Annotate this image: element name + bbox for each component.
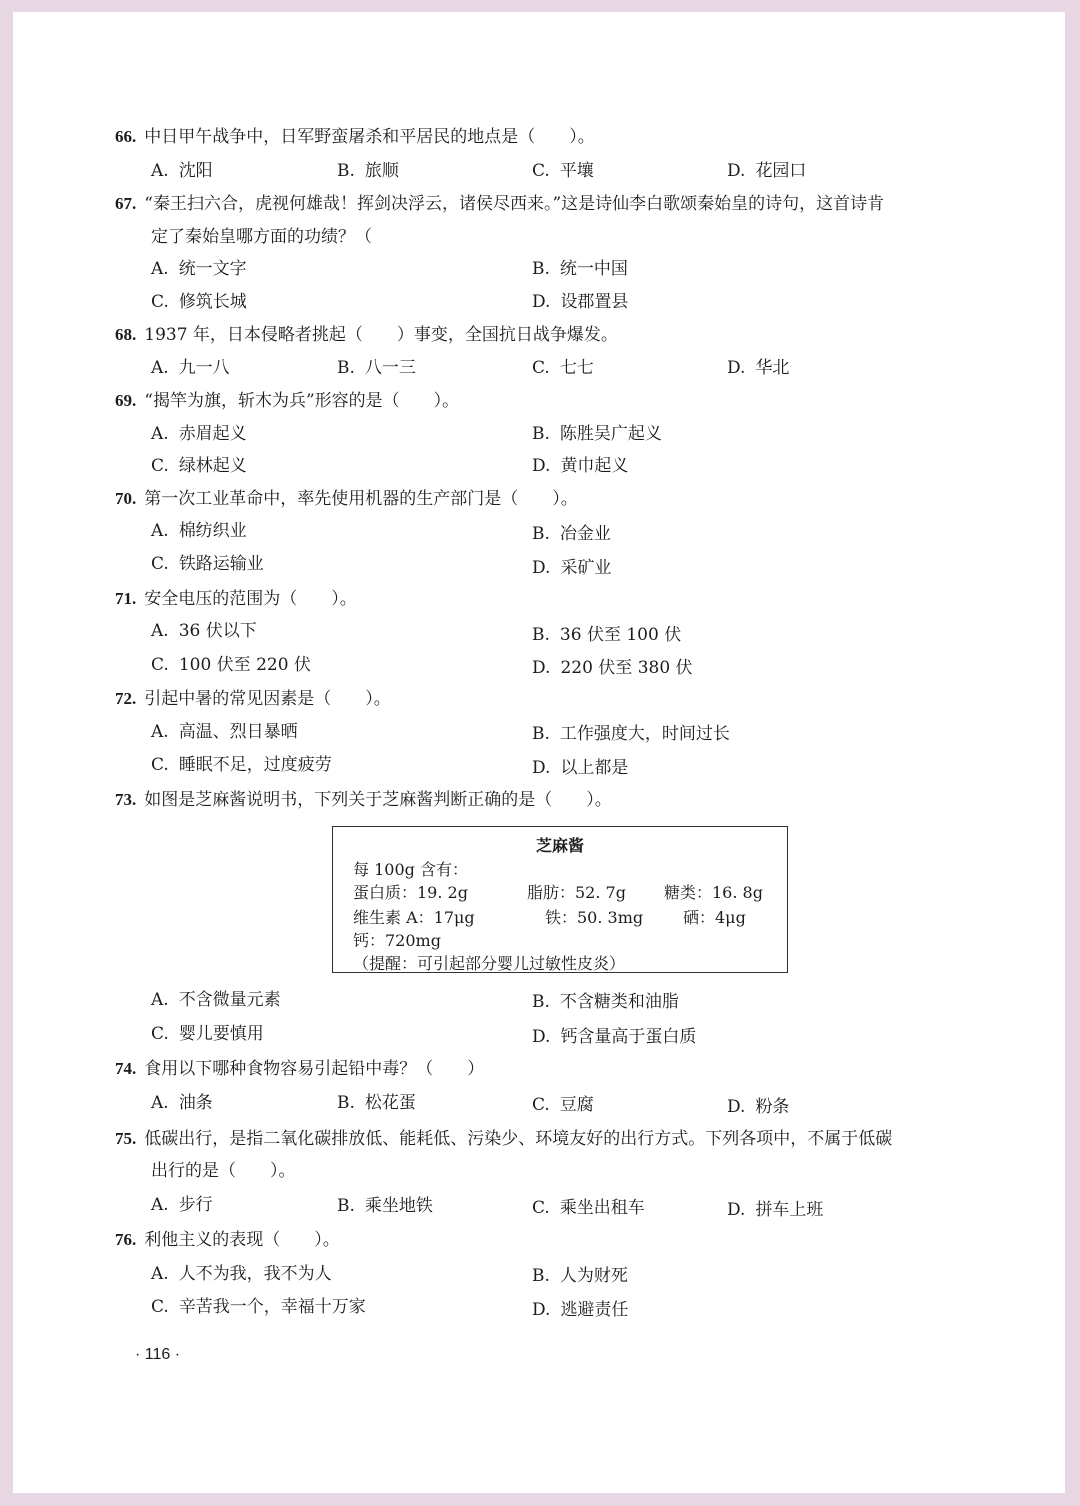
label-vitamin-a: 维生素 A：17μg <box>353 908 475 927</box>
question-75 <box>115 1129 892 1149</box>
option-b[interactable]: B. 统一中国 <box>532 259 628 279</box>
label-note: （提醒：可引起部分婴儿过敏性皮炎） <box>353 954 626 973</box>
option-b[interactable]: B. 八一三 <box>337 358 416 378</box>
label-sugar: 糖类：16. 8g <box>664 883 763 902</box>
option-a[interactable]: A. 棉纺织业 <box>151 521 247 541</box>
option-d[interactable]: D. 花园口 <box>727 161 807 181</box>
option-a[interactable]: A. 高温、烈日暴晒 <box>151 722 298 742</box>
label-iron: 铁：50. 3mg <box>545 908 644 927</box>
question-number: 76. <box>115 1230 137 1249</box>
option-b[interactable]: B. 工作强度大，时间过长 <box>532 724 730 744</box>
question-text: 如图是芝麻酱说明书，下列关于芝麻酱判断正确的是（ ）。 <box>144 790 612 810</box>
option-b[interactable]: B. 冶金业 <box>532 524 611 544</box>
option-a[interactable]: A. 赤眉起义 <box>151 424 247 444</box>
option-a[interactable]: A. 步行 <box>151 1195 213 1215</box>
option-c[interactable]: C. 辛苦我一个，幸福十万家 <box>151 1297 366 1317</box>
option-b[interactable]: B. 乘坐地铁 <box>337 1196 433 1216</box>
question-76 <box>115 1230 340 1250</box>
option-c[interactable]: C. 乘坐出租车 <box>532 1198 645 1218</box>
option-b[interactable]: B. 不含糖类和油脂 <box>532 992 679 1012</box>
question-number: 74. <box>115 1059 137 1078</box>
question-73 <box>115 790 612 810</box>
option-a[interactable]: A. 36 伏以下 <box>151 621 257 641</box>
label-protein: 蛋白质：19. 2g <box>353 883 468 902</box>
question-71 <box>115 589 357 609</box>
option-c[interactable]: C. 豆腐 <box>532 1095 594 1115</box>
question-number: 66. <box>115 127 137 146</box>
option-d[interactable]: D. 以上都是 <box>532 758 629 778</box>
question-number: 71. <box>115 589 137 608</box>
question-text: “揭竿为旗，斩木为兵”形容的是（ ）。 <box>144 391 460 411</box>
question-66 <box>115 127 595 147</box>
option-c[interactable]: C. 平壤 <box>532 161 594 181</box>
option-a[interactable]: A. 人不为我，我不为人 <box>151 1264 332 1284</box>
option-c[interactable]: C. 100 伏至 220 伏 <box>151 655 311 675</box>
question-text-continued: 出行的是（ ）。 <box>151 1161 296 1181</box>
question-text: 利他主义的表现（ ）。 <box>144 1230 340 1250</box>
question-number: 68. <box>115 325 137 344</box>
exam-page <box>13 12 1065 1493</box>
sesame-paste-label <box>332 826 788 973</box>
label-fat: 脂肪：52. 7g <box>527 883 626 902</box>
label-calcium: 钙：720mg <box>353 931 441 950</box>
option-d[interactable]: D. 华北 <box>727 358 790 378</box>
option-b[interactable]: B. 36 伏至 100 伏 <box>532 625 682 645</box>
question-text: 1937 年，日本侵略者挑起（ ）事变，全国抗日战争爆发。 <box>144 325 618 345</box>
question-number: 73. <box>115 790 137 809</box>
question-number: 70. <box>115 489 137 508</box>
option-d[interactable]: D. 粉条 <box>727 1097 790 1117</box>
option-b[interactable]: B. 松花蛋 <box>337 1093 416 1113</box>
label-title: 芝麻酱 <box>535 836 584 855</box>
question-74 <box>115 1059 484 1079</box>
question-number: 72. <box>115 689 137 708</box>
question-number: 67. <box>115 194 137 213</box>
option-b[interactable]: B. 人为财死 <box>532 1266 628 1286</box>
question-72 <box>115 689 391 709</box>
option-b[interactable]: B. 旅顺 <box>337 161 399 181</box>
option-a[interactable]: A. 九一八 <box>151 358 230 378</box>
option-a[interactable]: A. 沈阳 <box>151 161 213 181</box>
option-c[interactable]: C. 婴儿要慎用 <box>151 1024 264 1044</box>
question-text: 第一次工业革命中，率先使用机器的生产部门是（ ）。 <box>144 489 578 509</box>
question-70 <box>115 489 578 509</box>
label-per-100g: 每 100g 含有： <box>353 860 468 879</box>
page-number: · 116 · <box>135 1346 181 1363</box>
question-69 <box>115 391 459 411</box>
option-a[interactable]: A. 统一文字 <box>151 259 247 279</box>
question-text: 食用以下哪种食物容易引起铅中毒？（ ） <box>144 1059 485 1079</box>
option-c[interactable]: C. 绿林起义 <box>151 456 247 476</box>
option-c[interactable]: C. 睡眠不足，过度疲劳 <box>151 755 332 775</box>
option-d[interactable]: D. 采矿业 <box>532 558 612 578</box>
option-c[interactable]: C. 修筑长城 <box>151 292 247 312</box>
question-text-continued: 定了秦始皇哪方面的功绩？（ <box>151 227 372 247</box>
option-c[interactable]: C. 七七 <box>532 358 594 378</box>
question-text: 中日甲午战争中，日军野蛮屠杀和平居民的地点是（ ）。 <box>144 127 595 147</box>
question-text: 引起中暑的常见因素是（ ）。 <box>144 689 391 709</box>
question-text: 低碳出行，是指二氧化碳排放低、能耗低、污染少、环境友好的出行方式。下列各项中，不属于低碳 <box>144 1129 893 1149</box>
option-b[interactable]: B. 陈胜吴广起义 <box>532 424 662 444</box>
option-d[interactable]: D. 220 伏至 380 伏 <box>532 658 693 678</box>
option-d[interactable]: D. 逃避责任 <box>532 1300 629 1320</box>
question-text: “秦王扫六合，虎视何雄哉！挥剑决浮云，诸侯尽西来。”这是诗仙李白歌颂秦始皇的诗句，这首诗肯 <box>144 194 885 214</box>
question-text: 安全电压的范围为（ ）。 <box>144 589 357 609</box>
option-d[interactable]: D. 拼车上班 <box>727 1200 824 1220</box>
option-c[interactable]: C. 铁路运输业 <box>151 554 264 574</box>
option-a[interactable]: A. 不含微量元素 <box>151 990 281 1010</box>
question-67 <box>115 194 884 214</box>
question-number: 69. <box>115 391 137 410</box>
option-d[interactable]: D. 钙含量高于蛋白质 <box>532 1027 697 1047</box>
question-68 <box>115 325 618 345</box>
option-a[interactable]: A. 油条 <box>151 1093 213 1113</box>
option-d[interactable]: D. 设郡置县 <box>532 292 629 312</box>
label-selenium: 硒：4μg <box>683 908 746 927</box>
option-d[interactable]: D. 黄巾起义 <box>532 456 629 476</box>
question-number: 75. <box>115 1129 137 1148</box>
